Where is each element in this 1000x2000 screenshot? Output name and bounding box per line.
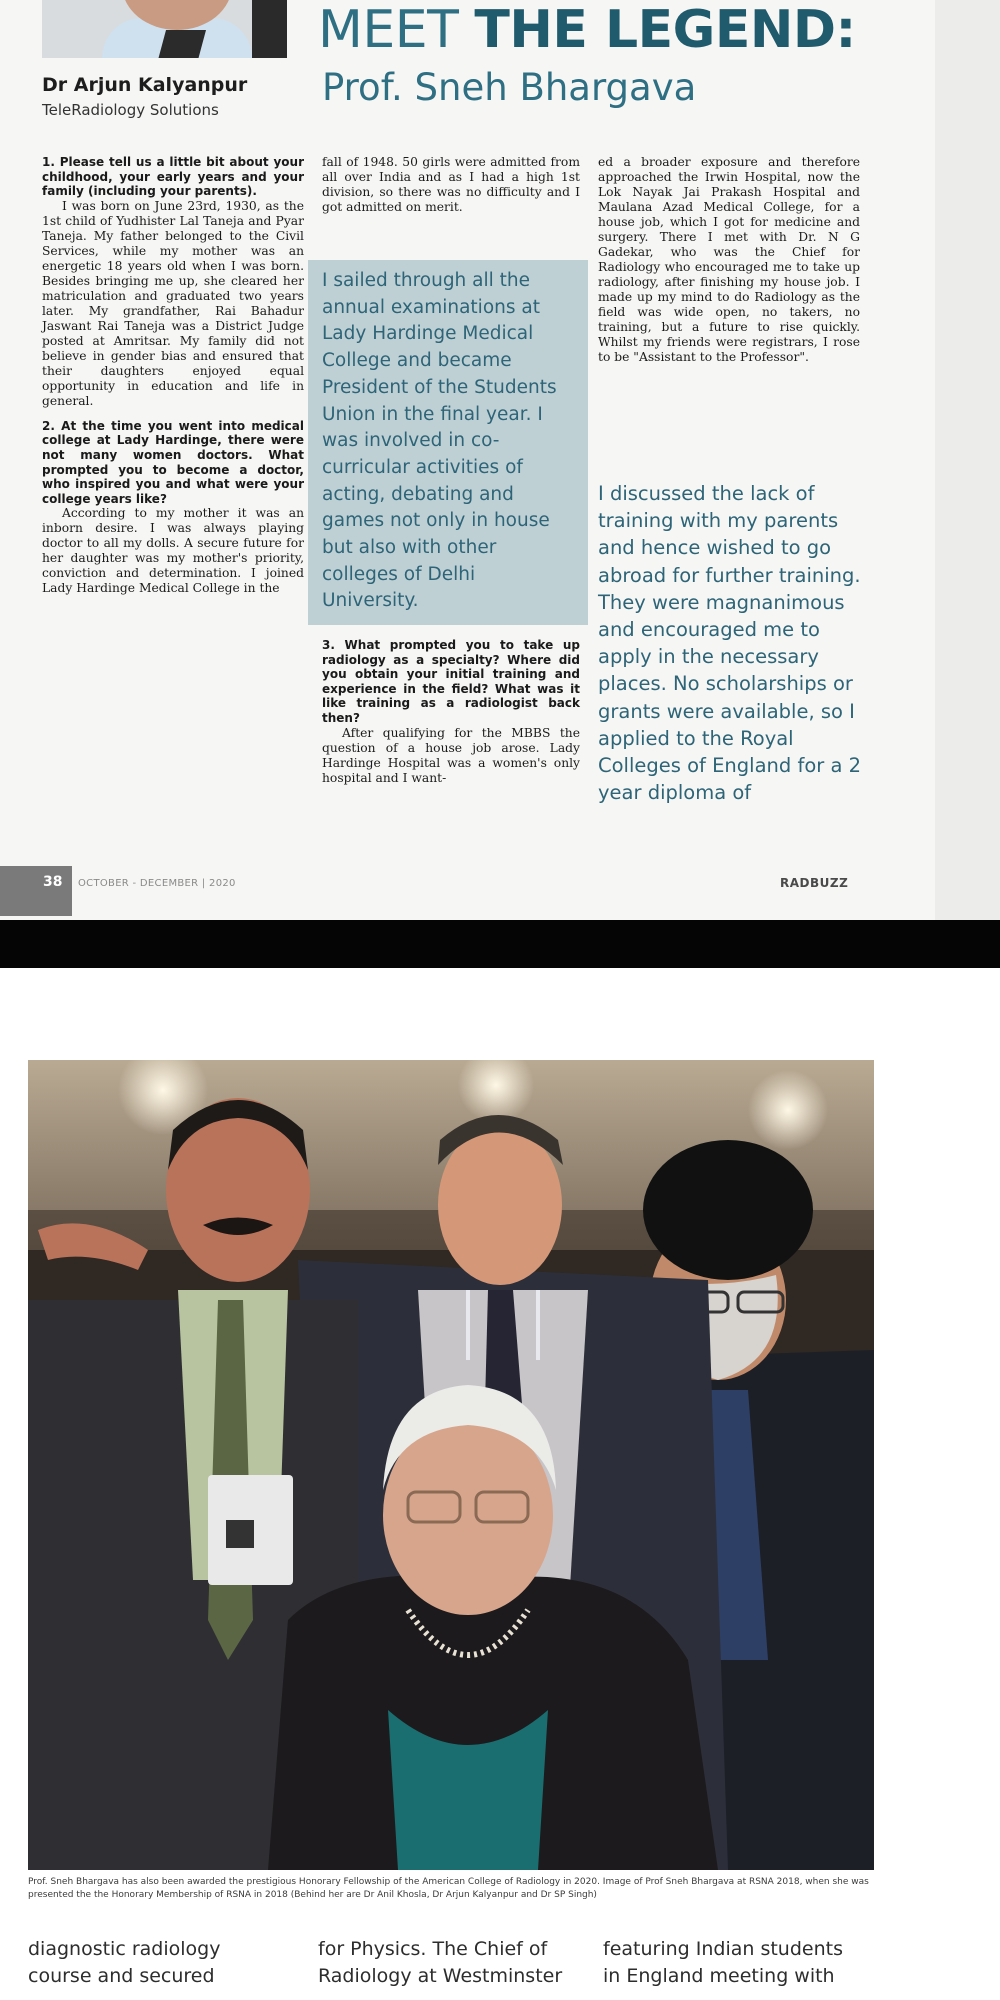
author-organization: TeleRadiology Solutions <box>42 101 219 119</box>
column-3-text: ed a broader exposure and therefore approached the Irwin Hospital, now the Lok Nayak Jai Prakash Hospital and Maulana Azad Medical College, for a house job, which I got for medicine and surgery. There I met with Dr. N G Gadekar, who was the Chief for Radiology who encouraged me to take up radiology, after finishing my house job. I made up my mind to do Radiology as the field was wide open, no takers, no training, but a future to rise quickly. Whilst my friends were registrars, I rose to be "Assistant to the Professor". <box>598 155 860 364</box>
column-2-opening-text: fall of 1948. 50 girls were admitted from all over India and as I had a high 1st division, so there was no difficulty and I got admitted on merit. <box>322 155 580 214</box>
article-column-2-bottom <box>322 638 580 786</box>
photo-caption: Prof. Sneh Bhargava has also been awarded the prestigious Honorary Fellowship of the American College of Radiology in 2020. Image of Prof Sneh Bhargava at RSNA 2018, when she was presented the the Honorary Membership of RSNA in 2018 (Behind her are Dr Anil Khosla, Dr Arjun Kalyanpur and Dr SP Singh) <box>28 1877 869 1900</box>
magazine-brand: RADBUZZ <box>780 876 849 890</box>
article-column-2-top <box>322 155 580 215</box>
group-photo-image <box>28 1060 874 1870</box>
bottom-column-2-text: for Physics. The Chief of Radiology at Westminster <box>318 1938 563 1987</box>
page-edge-shadow <box>935 0 1000 920</box>
column-3-large-text: I discussed the lack of training with my parents and hence wished to go abroad for further training. They were magnanimous and encouraged me to apply in the necessary places. No scholarships or grants were available, so I applied to the Royal Colleges of England for a 2 year diploma of <box>598 482 862 805</box>
question-3: 3. What prompted you to take up radiology as a specialty? Where did you obtain your initial training and experience in the field? What was it like training as a radiologist back then? <box>322 638 580 725</box>
group-photo-illustration <box>28 1060 874 1870</box>
bottom-column-3-text: featuring Indian students in England meeting with <box>603 1938 843 1987</box>
article-column-3 <box>598 155 860 365</box>
answer-1: I was born on June 23rd, 1930, as the 1st child of Yudhister Lal Taneja and Pyar Taneja. My father belonged to the Civil Services, while my mother was an energetic 18 years old when I was born. Besides bringing me up, she cleared her matriculation and graduated two years later. My grandfather, Rai Bahadur Jaswant Rai Taneja was a District Judge posted at Amritsar. My family did not believe in gender bias and ensured that their daughters enjoyed equal opportunity in education and life in general. <box>42 198 304 408</box>
page-divider-bar <box>0 920 1000 968</box>
headline-light-part: MEET <box>318 0 475 60</box>
pull-quote-box: I sailed through all the annual examinations at Lady Hardinge Medical College and became President of the Students Union in the final year. I was involved in co-curricular activities of acting, debating and games not only in house but also with other colleges of Delhi University. <box>308 260 588 625</box>
article-subtitle: Prof. Sneh Bhargava <box>322 66 697 109</box>
magazine-page-1 <box>0 0 1000 920</box>
author-portrait-image <box>42 0 287 58</box>
answer-3: After qualifying for the MBBS the question of a house job arose. Lady Hardinge Hospital was a women's only hospital and I want- <box>322 725 580 785</box>
question-1: 1. Please tell us a little bit about your childhood, your early years and your family (including your parents). <box>42 155 304 199</box>
bottom-column-1-text: diagnostic radiology course and secured <box>28 1938 221 1987</box>
headline-bold-part: THE LEGEND: <box>474 0 856 60</box>
article-headline <box>318 2 918 58</box>
question-2: 2. At the time you went into medical college at Lady Hardinge, there were not many women doctors. What prompted you to become a doctor, who inspired you and what were your college years like? <box>42 418 304 506</box>
author-name: Dr Arjun Kalyanpur <box>42 74 248 96</box>
page-number: 38 <box>43 874 63 890</box>
article-column-1 <box>42 155 304 596</box>
magazine-page-2 <box>0 968 1000 2000</box>
answer-2: According to my mother it was an inborn desire. I was always playing doctor to all my dolls. A secure future for her daughter was my mother's priority, conviction and determination. I joined Lady Hardinge Medical College in the <box>42 506 304 596</box>
issue-date: OCTOBER - DECEMBER | 2020 <box>78 878 236 889</box>
